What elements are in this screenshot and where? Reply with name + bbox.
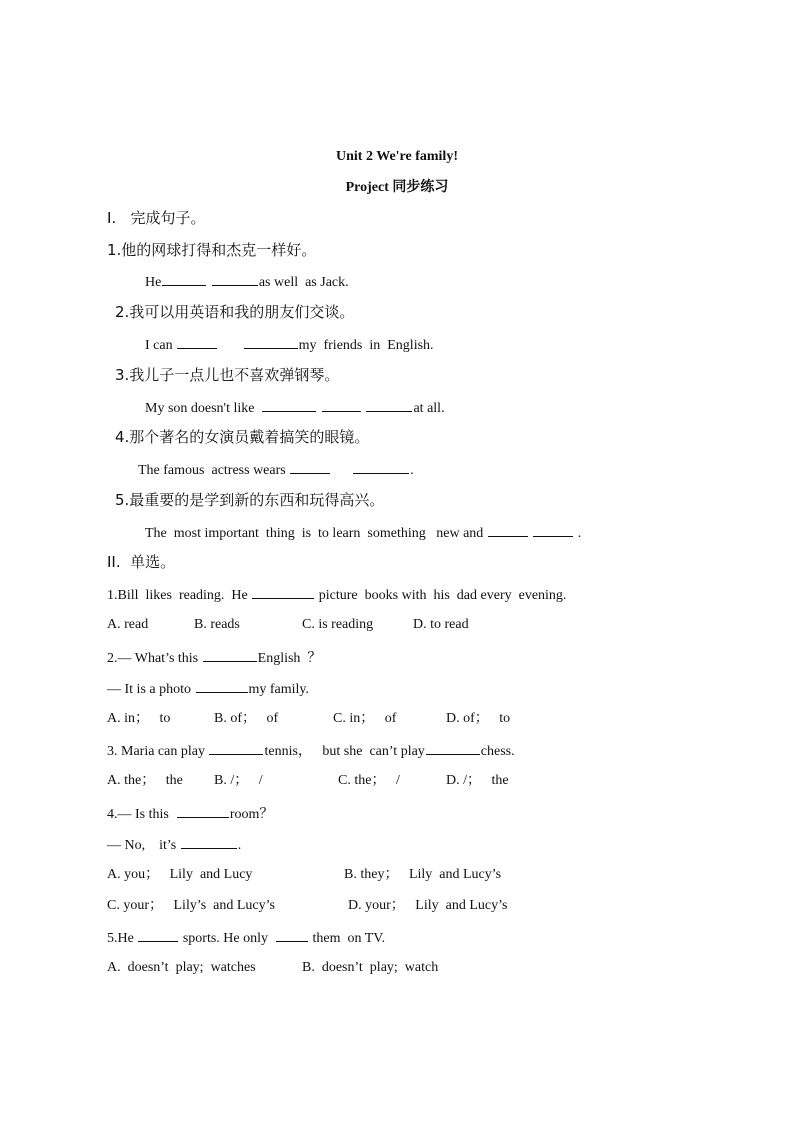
answer-blank[interactable] [252, 585, 314, 599]
answer-blank[interactable] [177, 335, 217, 349]
s2-q3-option-b[interactable]: B. /； / [214, 773, 263, 788]
answer-blank[interactable] [212, 272, 258, 286]
s2-q3-text-a: 3. Maria can play [107, 744, 205, 759]
answer-blank[interactable] [244, 335, 298, 349]
answer-blank[interactable] [203, 648, 257, 662]
s1-q5-english [145, 523, 581, 543]
s2-q1-option-b[interactable]: B. reads [194, 617, 240, 632]
s2-q4-option-b[interactable]: B. they； Lily and Lucy’s [344, 867, 502, 882]
s2-q4-line2-b: . [237, 838, 242, 853]
s2-q3-option-d[interactable]: D. /； the [446, 773, 509, 788]
s2-q2-line2 [107, 679, 309, 699]
s2-q3-option-a[interactable]: A. the； the [107, 773, 183, 788]
answer-blank[interactable] [488, 523, 528, 537]
answer-blank[interactable] [533, 523, 573, 537]
s2-q2-text-b: English ？ [257, 651, 322, 666]
s2-q2-stem [107, 648, 321, 668]
s2-q2-line2-b: my family. [248, 682, 310, 697]
s2-q3-text-c: chess. [480, 744, 515, 759]
s1-q2-english [145, 335, 434, 355]
s2-q5-text-c: them on TV. [312, 931, 386, 946]
answer-blank[interactable] [138, 928, 178, 942]
s1-q5-text-b: . [577, 526, 582, 541]
s2-q1-text-b: picture books with his dad every evening. [318, 588, 567, 603]
s2-q5-text-b: sports. He only [182, 931, 268, 946]
s2-q1-option-c[interactable]: C. is reading [302, 617, 374, 632]
s1-q1-text-a: He [145, 275, 162, 290]
s2-q4-option-d[interactable]: D. your； Lily and Lucy’s [348, 898, 508, 913]
s1-q3-text-a: My son doesn't like [145, 401, 255, 416]
s2-q2-option-b[interactable]: B. of； of [214, 711, 279, 726]
s1-q4-text-b: . [410, 463, 414, 478]
s2-q4-stem [107, 804, 273, 824]
s1-q3-chinese: 3.我儿子一点儿也不喜欢弹钢琴。 [115, 366, 340, 384]
s2-q4-text-b: room？ [229, 807, 274, 822]
s2-q2-option-c[interactable]: C. in； of [333, 711, 397, 726]
answer-blank[interactable] [426, 741, 480, 755]
answer-blank[interactable] [209, 741, 263, 755]
answer-blank[interactable] [366, 398, 412, 412]
answer-blank[interactable] [276, 928, 308, 942]
s2-q3-text-b: tennis， but she can’t play [264, 744, 425, 759]
s1-q5-text-a: The most important thing is to learn something new and [145, 526, 484, 541]
s2-q4-line2-a: — No, it’s [107, 838, 177, 853]
s2-q2-line2-a: — It is a photo [107, 682, 191, 697]
answer-blank[interactable] [162, 272, 206, 286]
s1-q3-text-b: at all. [413, 401, 445, 416]
s1-q2-text-b: my friends in English. [298, 338, 434, 353]
s2-q3-stem [107, 741, 515, 761]
s2-q4-option-c[interactable]: C. your； Lily’s and Lucy’s [107, 898, 275, 913]
s2-q4-line2 [107, 835, 241, 855]
answer-blank[interactable] [322, 398, 361, 412]
s1-q3-english [145, 398, 445, 418]
answer-blank[interactable] [196, 679, 248, 693]
s2-q4-text-a: 4.— Is this [107, 807, 169, 822]
s2-q5-option-b[interactable]: B. doesn’t play; watch [302, 960, 439, 975]
s2-q1-option-d[interactable]: D. to read [413, 617, 469, 632]
answer-blank[interactable] [177, 804, 229, 818]
s2-q2-text-a: 2.— What’s this [107, 651, 199, 666]
answer-blank[interactable] [181, 835, 237, 849]
section-2-heading: II. 单选。 [107, 553, 176, 571]
s1-q1-english [145, 272, 349, 292]
s2-q5-stem [107, 928, 385, 948]
s2-q4-option-a[interactable]: A. you； Lily and Lucy [107, 867, 253, 882]
s1-q1-chinese: 1.他的网球打得和杰克一样好。 [107, 241, 317, 259]
s1-q2-chinese: 2.我可以用英语和我的朋友们交谈。 [115, 303, 355, 321]
s2-q1-stem [107, 585, 566, 605]
answer-blank[interactable] [262, 398, 316, 412]
s1-q4-text-a: The famous actress wears [138, 463, 286, 478]
s2-q5-text-a: 5.He [107, 931, 134, 946]
s2-q3-option-c[interactable]: C. the； / [338, 773, 400, 788]
page-subtitle: Project 同步练习 [345, 180, 449, 195]
s1-q5-chinese: 5.最重要的是学到新的东西和玩得高兴。 [115, 491, 385, 509]
s1-q2-text-a: I can [145, 338, 173, 353]
page-title: Unit 2 We're family! [336, 149, 458, 164]
s2-q5-option-a[interactable]: A. doesn’t play; watches [107, 960, 256, 975]
answer-blank[interactable] [353, 460, 409, 474]
s1-q1-text-b: as well as Jack. [258, 275, 349, 290]
s2-q1-text-a: 1.Bill likes reading. He [107, 588, 248, 603]
s2-q1-option-a[interactable]: A. read [107, 617, 149, 632]
s1-q4-chinese: 4.那个著名的女演员戴着搞笑的眼镜。 [115, 428, 370, 446]
s2-q2-option-a[interactable]: A. in； to [107, 711, 171, 726]
answer-blank[interactable] [290, 460, 330, 474]
s1-q4-english [138, 460, 414, 480]
section-1-heading: I. 完成句子。 [107, 209, 206, 227]
s2-q2-option-d[interactable]: D. of； to [446, 711, 511, 726]
